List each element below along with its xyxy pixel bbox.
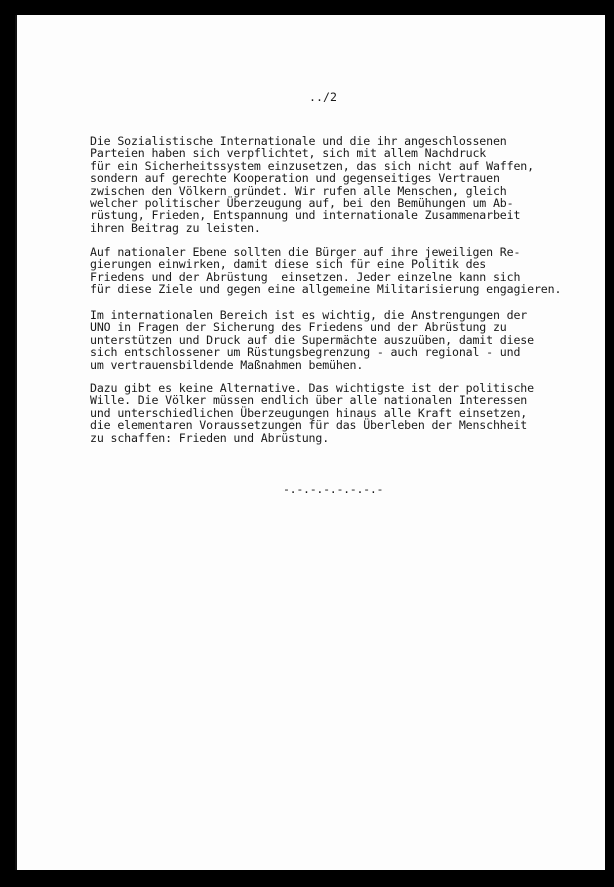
closing-separator: -.-.-.-.-.-.-.- [283, 482, 384, 496]
paragraph-security-system: Die Sozialistische Internationale und die ihr angeschlossenen Parteien haben sich verpflichtet, sich mit allem Nachdruck für ein Sicherheitssystem einzusetzen, das sich nicht auf Waffen, sondern auf gerechte Kooperation und gegenseitiges Vertrauen zwischen den Völkern gründet. Wir rufen alle Menschen, gleich welcher politischer Überzeugung auf, bei den Bemühungen um Ab- rüstung, Frieden, Entspannung und internationale Zusammenarbeit ihren Beitrag zu leisten. [90, 134, 534, 235]
document-page [15, 15, 605, 870]
paragraph-national-level: Auf nationaler Ebene sollten die Bürger auf ihre jeweiligen Re- gierungen einwirken, damit diese sich für eine Politik des Friedens und der Abrüstung einsetzen. Jeder einzelne kann sich für diese Ziele und gegen eine allgemeine Militarisierung engagieren. [90, 245, 562, 297]
paragraph-international-level: Im internationalen Bereich ist es wichtig, die Anstrengungen der UNO in Fragen der Sicherung des Friedens und der Abrüstung zu unterstützen und Druck auf die Supermächte auszuüben, damit diese sich entschlossener um Rüstungsbegrenzung - auch regional - und um vertrauensbildende Maßnahmen bemühen. [90, 308, 534, 372]
paragraph-no-alternative: Dazu gibt es keine Alternative. Das wichtigste ist der politische Wille. Die Völker müssen endlich über alle nationalen Interessen und unterschiedlichen Überzeugungen hinaus alle Kraft einsetzen, die elementaren Voraussetzungen für das Überleben der Menschheit zu schaffen: Frieden und Abrüstung. [90, 381, 534, 445]
page-number: ../2 [309, 90, 337, 104]
